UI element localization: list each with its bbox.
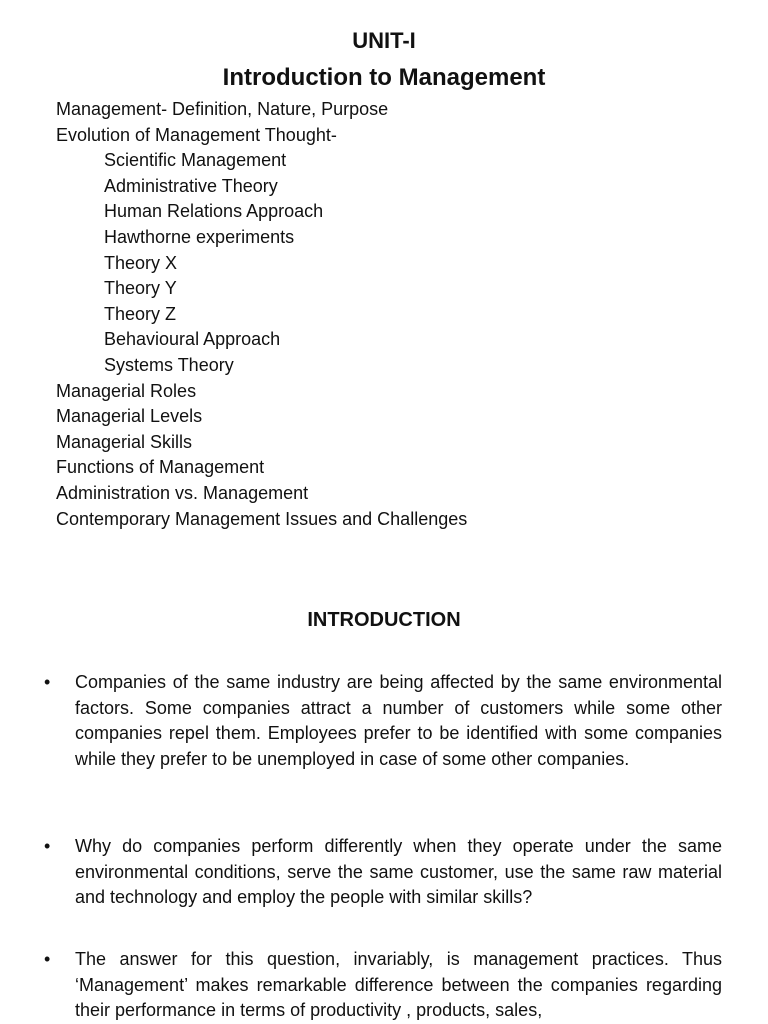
subtopic-item: Theory X [104,252,178,273]
topic-item: Management- Definition, Nature, Purpose [56,99,389,119]
topic-item: Functions of Management [56,457,265,478]
subtopic-item: Systems Theory [104,354,234,375]
topics-list [56,97,467,532]
bullet-icon: • [44,949,51,969]
topic-item: Managerial Levels [56,406,203,427]
bullet-text: The answer for this question, invariably, is management practices. Thus ‘Management’ makes remarkable difference between the companies regarding their performance in terms of productivity , products, sales, [75,949,722,1021]
topic-item: Evolution of Management Thought- [56,124,337,145]
subtopic-item: Human Relations Approach [104,201,324,222]
subtopic-item: Theory Z [104,303,177,324]
introduction-heading: INTRODUCTION [307,609,461,631]
subtopic-item: Hawthorne experiments [104,226,295,247]
topic-item: Administration vs. Management [56,482,309,503]
bullet-icon: • [44,836,51,856]
bullet-text: Companies of the same industry are being affected by the same environmental factors. Some companies attract a number of customers while some other companies repel them. Employees prefer to be identified with some companies while they prefer to be unemployed in case of some other companies. [75,672,722,769]
topic-item: Contemporary Management Issues and Challenges [56,508,468,529]
page-title: Introduction to Management [222,64,546,91]
topic-item: Managerial Roles [56,380,197,401]
bullet-icon: • [44,672,51,692]
subtopic-item: Behavioural Approach [104,329,281,350]
subtopic-item: Scientific Management [104,150,287,171]
subtopic-item: Administrative Theory [104,175,278,196]
unit-title: UNIT-I [352,28,416,53]
bullet-text: Why do companies perform differently when they operate under the same environmental conditions, serve the same customer, use the same raw material and technology and employ the people with similar skills? [75,836,722,908]
subtopic-item: Theory Y [104,278,177,299]
topic-item: Managerial Skills [56,431,193,452]
